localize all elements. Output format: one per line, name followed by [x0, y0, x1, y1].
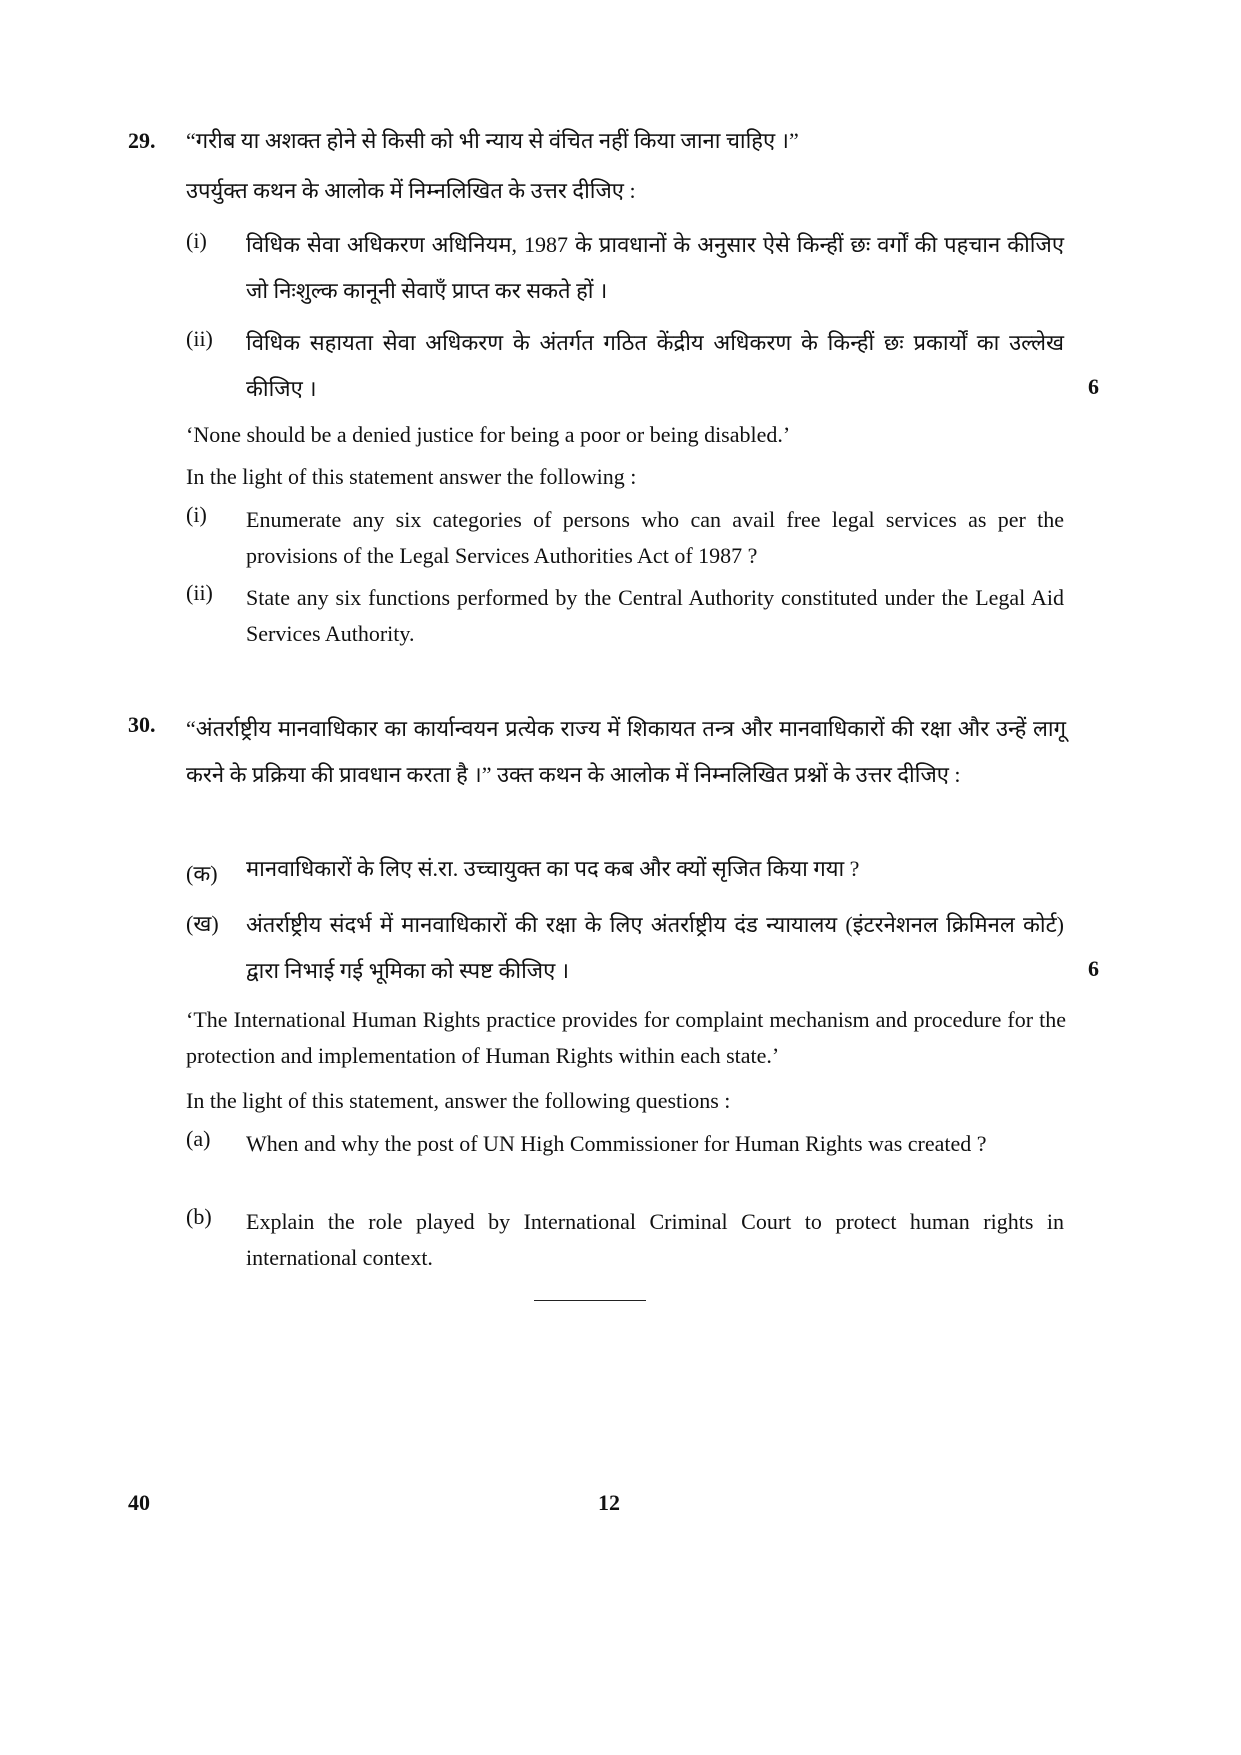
- q30-english-item-a-text: When and why the post of UN High Commissioner for Human Rights was created ?: [246, 1131, 987, 1156]
- q30-english-item-b-label: (b): [186, 1204, 212, 1229]
- q29-english-item-1-text: Enumerate any six categories of persons who can avail free legal services as per the provisions of the Legal Services Authorities Act of 1987 ?: [246, 507, 1064, 568]
- q29-hindi-intro: उपर्युक्त कथन के आलोक में निम्नलिखित के उत्तर दीजिए :: [186, 178, 636, 203]
- q29-english-item-1-label: (i): [186, 502, 207, 527]
- q30-hindi-quote: “अंतर्राष्ट्रीय मानवाधिकार का कार्यान्वयन प्रत्येक राज्य में शिकायत तन्त्र और मानवाधिकारों की रक्षा और उन्हें लागू करने के प्रक्रिया की प्रावधान करता है ।” उक्त कथन के आलोक में निम्नलिखित प्रश्नों के उत्तर दीजिए :: [186, 716, 1066, 787]
- q30-english-item-b-text: Explain the role played by International Criminal Court to protect human rights in international context.: [246, 1209, 1064, 1270]
- q29-english-item-2-label: (ii): [186, 580, 213, 605]
- q29-hindi-quote: “गरीब या अशक्त होने से किसी को भी न्याय से वंचित नहीं किया जाना चाहिए ।”: [186, 128, 799, 153]
- q30-hindi-item-kha-text: अंतर्राष्ट्रीय संदर्भ में मानवाधिकारों की रक्षा के लिए अंतर्राष्ट्रीय दंड न्यायालय (इंटरनेशनल क्रिमिनल कोर्ट) द्वारा निभाई गई भूमिका को स्पष्ट कीजिए ।: [246, 912, 1064, 983]
- q29-hindi-item-2-label: (ii): [186, 326, 213, 351]
- q30-hindi-item-ka-text: मानवाधिकारों के लिए सं.रा. उच्चायुक्त का पद कब और क्यों सृजित किया गया ?: [246, 856, 860, 881]
- q29-hindi-item-2-text: विधिक सहायता सेवा अधिकरण के अंतर्गत गठित केंद्रीय अधिकरण के किन्हीं छः प्रकार्यों का उल्लेख कीजिए ।: [246, 330, 1064, 401]
- q30-english-item-a-label: (a): [186, 1126, 211, 1151]
- footer-page-number: 12: [598, 1490, 620, 1515]
- q29-english-item-2-text: State any six functions performed by the Central Authority constituted under the Legal Aid Services Authority.: [246, 585, 1064, 646]
- q29-english-quote: ‘None should be a denied justice for being a poor or being disabled.’: [186, 422, 791, 447]
- q29-english-intro: In the light of this statement answer the following :: [186, 464, 637, 489]
- end-divider: [534, 1300, 646, 1301]
- q30-english-quote: ‘The International Human Rights practice provides for complaint mechanism and procedure for the protection and implementation of Human Rights within each state.’: [186, 1007, 1066, 1068]
- q30-english-intro: In the light of this statement, answer the following questions :: [186, 1088, 731, 1113]
- q29-marks: 6: [1088, 374, 1099, 399]
- q30-hindi-item-ka-label: (क): [186, 861, 218, 886]
- q30-hindi-item-kha-label: (ख): [186, 911, 219, 936]
- footer-code: 40: [128, 1490, 150, 1515]
- q30-number: 30.: [128, 712, 156, 737]
- q30-marks: 6: [1088, 956, 1099, 981]
- q29-hindi-item-1-label: (i): [186, 228, 207, 253]
- q29-hindi-item-1-text: विधिक सेवा अधिकरण अधिनियम, 1987 के प्रावधानों के अनुसार ऐसे किन्हीं छः वर्गों की पहचान कीजिए जो निःशुल्क कानूनी सेवाएँ प्राप्त कर सकते हों ।: [246, 232, 1064, 303]
- q29-number: 29.: [128, 128, 156, 153]
